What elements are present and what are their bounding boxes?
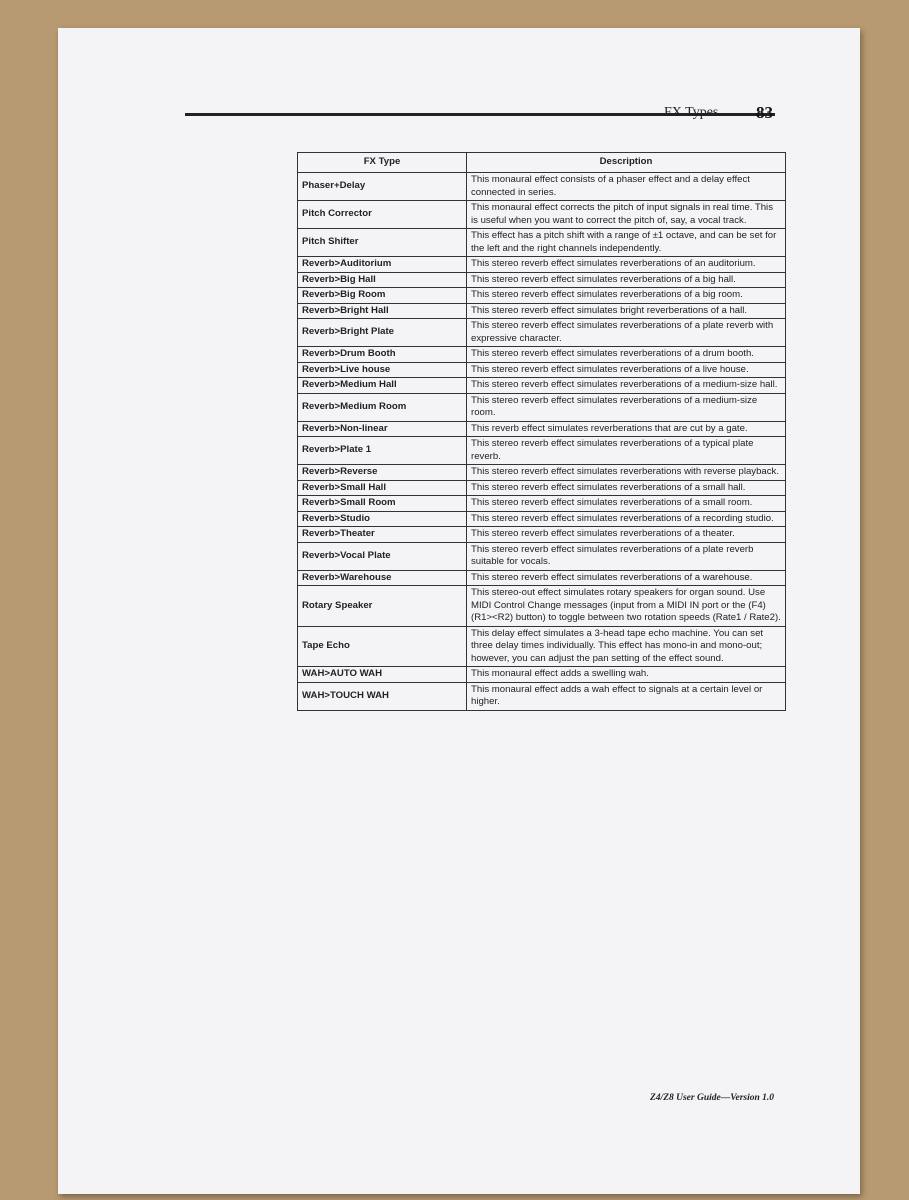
table-row xyxy=(298,437,786,465)
description-cell: This stereo reverb effect simulates reverberations of a live house. xyxy=(467,362,786,378)
description-cell: This stereo reverb effect simulates reverberations of a big hall. xyxy=(467,272,786,288)
table-row xyxy=(298,378,786,394)
fx-type-cell: WAH>AUTO WAH xyxy=(298,667,467,683)
fx-type-cell: Reverb>Auditorium xyxy=(298,257,467,273)
description-cell: This effect has a pitch shift with a range of ±1 octave, and can be set for the left and the right channels independently. xyxy=(467,229,786,257)
description-cell: This delay effect simulates a 3-head tape echo machine. You can set three delay times individually. This effect has mono-in and mono-out; however, you can adjust the pan setting of the effect sound. xyxy=(467,626,786,667)
description-cell: This reverb effect simulates reverberations that are cut by a gate. xyxy=(467,421,786,437)
description-cell: This stereo reverb effect simulates reverberations of a typical plate reverb. xyxy=(467,437,786,465)
fx-type-cell: Reverb>Small Room xyxy=(298,496,467,512)
table-row xyxy=(298,682,786,710)
table-row xyxy=(298,229,786,257)
table-row xyxy=(298,527,786,543)
table-body xyxy=(298,173,786,711)
description-cell: This monaural effect adds a swelling wah. xyxy=(467,667,786,683)
fx-type-cell: Reverb>Plate 1 xyxy=(298,437,467,465)
description-cell: This monaural effect adds a wah effect to signals at a certain level or higher. xyxy=(467,682,786,710)
fx-type-cell: Reverb>Theater xyxy=(298,527,467,543)
fx-type-cell: Reverb>Big Hall xyxy=(298,272,467,288)
column-header-description: Description xyxy=(467,153,786,173)
description-cell: This stereo reverb effect simulates reverberations of a big room. xyxy=(467,288,786,304)
table-row xyxy=(298,362,786,378)
description-cell: This stereo reverb effect simulates reverberations of a plate reverb suitable for vocals. xyxy=(467,542,786,570)
table-row xyxy=(298,319,786,347)
fx-type-cell: Reverb>Drum Booth xyxy=(298,347,467,363)
table-header-row xyxy=(298,153,786,173)
table-row xyxy=(298,173,786,201)
table-row xyxy=(298,480,786,496)
table-row xyxy=(298,393,786,421)
table-row xyxy=(298,421,786,437)
table-row xyxy=(298,586,786,627)
table-row xyxy=(298,496,786,512)
fx-type-cell: WAH>TOUCH WAH xyxy=(298,682,467,710)
fx-type-cell: Reverb>Vocal Plate xyxy=(298,542,467,570)
table-row xyxy=(298,667,786,683)
column-header-fx-type: FX Type xyxy=(298,153,467,173)
description-cell: This monaural effect consists of a phaser effect and a delay effect connected in series. xyxy=(467,173,786,201)
description-cell: This stereo reverb effect simulates reverberations of an auditorium. xyxy=(467,257,786,273)
fx-type-cell: Tape Echo xyxy=(298,626,467,667)
description-cell: This stereo reverb effect simulates reverberations of a recording studio. xyxy=(467,511,786,527)
table-row xyxy=(298,347,786,363)
description-cell: This monaural effect corrects the pitch of input signals in real time. This is useful when you want to correct the pitch of, say, a vocal track. xyxy=(467,201,786,229)
table-row xyxy=(298,303,786,319)
fx-type-cell: Reverb>Warehouse xyxy=(298,570,467,586)
description-cell: This stereo reverb effect simulates reverberations of a warehouse. xyxy=(467,570,786,586)
fx-type-cell: Pitch Shifter xyxy=(298,229,467,257)
fx-type-cell: Reverb>Bright Plate xyxy=(298,319,467,347)
table-row xyxy=(298,465,786,481)
description-cell: This stereo reverb effect simulates reverberations of a small hall. xyxy=(467,480,786,496)
fx-type-cell: Pitch Corrector xyxy=(298,201,467,229)
footer-text: Z4/Z8 User Guide—Version 1.0 xyxy=(650,1093,775,1103)
fx-type-cell: Reverb>Medium Hall xyxy=(298,378,467,394)
fx-type-cell: Reverb>Non-linear xyxy=(298,421,467,437)
fx-type-cell: Reverb>Reverse xyxy=(298,465,467,481)
table-row xyxy=(298,542,786,570)
table-row xyxy=(298,201,786,229)
fx-type-cell: Reverb>Studio xyxy=(298,511,467,527)
fx-type-cell: Reverb>Bright Hall xyxy=(298,303,467,319)
fx-types-table xyxy=(297,152,786,711)
table-row xyxy=(298,272,786,288)
table-row xyxy=(298,626,786,667)
fx-type-cell: Rotary Speaker xyxy=(298,586,467,627)
description-cell: This stereo reverb effect simulates reverberations of a plate reverb with expressive character. xyxy=(467,319,786,347)
fx-type-cell: Reverb>Small Hall xyxy=(298,480,467,496)
description-cell: This stereo reverb effect simulates reverberations of a theater. xyxy=(467,527,786,543)
fx-type-cell: Reverb>Medium Room xyxy=(298,393,467,421)
description-cell: This stereo reverb effect simulates reverberations of a drum booth. xyxy=(467,347,786,363)
fx-type-cell: Phaser+Delay xyxy=(298,173,467,201)
description-cell: This stereo reverb effect simulates reverberations of a medium-size hall. xyxy=(467,378,786,394)
description-cell: This stereo reverb effect simulates reverberations with reverse playback. xyxy=(467,465,786,481)
table-row xyxy=(298,570,786,586)
section-title: FX Types xyxy=(664,105,719,120)
table-row xyxy=(298,257,786,273)
description-cell: This stereo reverb effect simulates reverberations of a medium-size room. xyxy=(467,393,786,421)
table-row xyxy=(298,288,786,304)
description-cell: This stereo-out effect simulates rotary speakers for organ sound. Use MIDI Control Change messages (input from a MIDI IN port or the (F4) (R1><R2) button) to toggle between two rotation speeds (Rate1 / Rate2). xyxy=(467,586,786,627)
table-row xyxy=(298,511,786,527)
description-cell: This stereo reverb effect simulates bright reverberations of a hall. xyxy=(467,303,786,319)
fx-type-cell: Reverb>Big Room xyxy=(298,288,467,304)
page-number: 83 xyxy=(756,103,773,122)
fx-type-cell: Reverb>Live house xyxy=(298,362,467,378)
description-cell: This stereo reverb effect simulates reverberations of a small room. xyxy=(467,496,786,512)
